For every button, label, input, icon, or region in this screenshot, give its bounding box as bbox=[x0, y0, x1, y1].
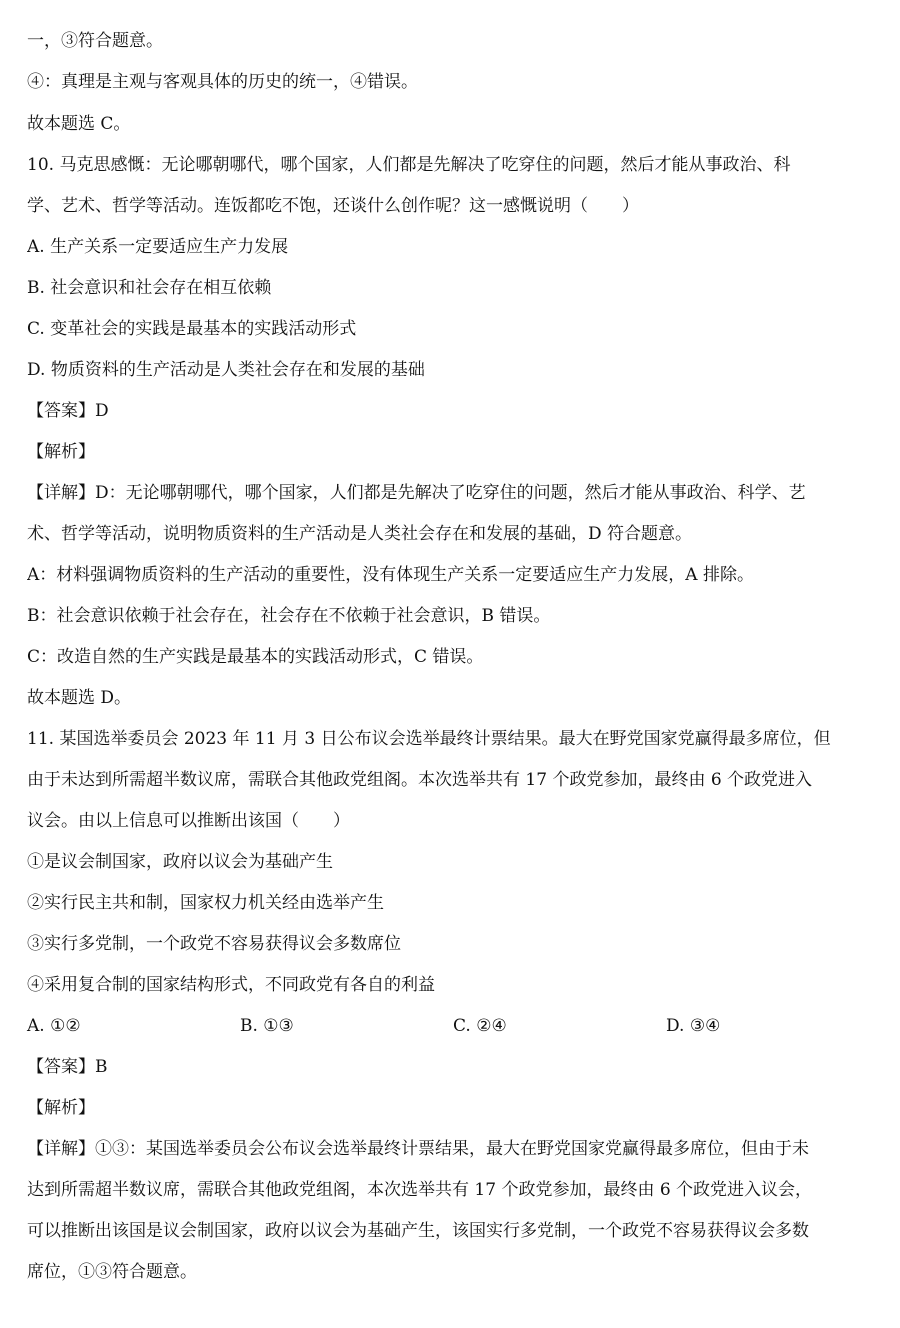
question-11-option-c: C. ②④ bbox=[453, 1016, 507, 1036]
explanation-text: 故本题选 D。 bbox=[27, 688, 132, 708]
question-11-stem: 由于未达到所需超半数议席，需联合其他政党组阁。本次选举共有 17 个政党参加，最终由 6 个政党进入 bbox=[27, 770, 813, 790]
question-10-stem: 学、艺术、哲学等活动。连饭都吃不饱，还谈什么创作呢？这一感慨说明（ ） bbox=[27, 196, 639, 216]
explanation-text: 达到所需超半数议席，需联合其他政党组阁，本次选举共有 17 个政党参加，最终由 6 个政党进入议会， bbox=[27, 1180, 813, 1200]
analysis-label: 【解析】 bbox=[27, 1098, 95, 1118]
question-11-statement-3: ③实行多党制，一个政党不容易获得议会多数席位 bbox=[27, 934, 401, 954]
question-11-option-d: D. ③④ bbox=[666, 1016, 721, 1036]
explanation-text: 术、哲学等活动，说明物质资料的生产活动是人类社会存在和发展的基础，D 符合题意。 bbox=[27, 524, 693, 544]
question-11-option-b: B. ①③ bbox=[240, 1016, 294, 1036]
text-line: 一，③符合题意。 bbox=[27, 31, 163, 51]
question-10-option-a: A. 生产关系一定要适应生产力发展 bbox=[27, 237, 289, 257]
text-line: 故本题选 C。 bbox=[27, 114, 131, 134]
answer-label: 【答案】B bbox=[27, 1057, 108, 1077]
question-11-statement-2: ②实行民主共和制，国家权力机关经由选举产生 bbox=[27, 893, 384, 913]
text-line: ④：真理是主观与客观具体的历史的统一，④错误。 bbox=[27, 72, 418, 92]
explanation-text: C：改造自然的生产实践是最基本的实践活动形式，C 错误。 bbox=[27, 647, 484, 667]
question-11-stem: 11. 某国选举委员会 2023 年 11 月 3 日公布议会选举最终计票结果。最大在野党国家党赢得最多席位，但 bbox=[27, 729, 831, 749]
question-10-option-d: D. 物质资料的生产活动是人类社会存在和发展的基础 bbox=[27, 360, 425, 380]
question-11-statement-1: ①是议会制国家，政府以议会为基础产生 bbox=[27, 852, 333, 872]
question-11-options bbox=[27, 1015, 873, 1037]
explanation-text: 【详解】D：无论哪朝哪代，哪个国家，人们都是先解决了吃穿住的问题，然后才能从事政治、科学、艺 bbox=[27, 483, 806, 503]
question-10-option-c: C. 变革社会的实践是最基本的实践活动形式 bbox=[27, 319, 357, 339]
question-11-statement-4: ④采用复合制的国家结构形式，不同政党有各自的利益 bbox=[27, 975, 435, 995]
explanation-text: 席位，①③符合题意。 bbox=[27, 1262, 197, 1282]
question-11-option-a: A. ①② bbox=[27, 1016, 81, 1036]
answer-label: 【答案】D bbox=[27, 401, 109, 421]
analysis-label: 【解析】 bbox=[27, 442, 95, 462]
question-11-stem: 议会。由以上信息可以推断出该国（ ） bbox=[27, 811, 350, 831]
explanation-text: 【详解】①③：某国选举委员会公布议会选举最终计票结果，最大在野党国家党赢得最多席位，但由于未 bbox=[27, 1139, 809, 1159]
question-10-option-b: B. 社会意识和社会存在相互依赖 bbox=[27, 278, 272, 298]
explanation-text: B：社会意识依赖于社会存在，社会存在不依赖于社会意识，B 错误。 bbox=[27, 606, 551, 626]
explanation-text: 可以推断出该国是议会制国家，政府以议会为基础产生，该国实行多党制，一个政党不容易获得议会多数 bbox=[27, 1221, 809, 1241]
question-10-stem: 10. 马克思感慨：无论哪朝哪代，哪个国家，人们都是先解决了吃穿住的问题，然后才能从事政治、科 bbox=[27, 155, 791, 175]
explanation-text: A：材料强调物质资料的生产活动的重要性，没有体现生产关系一定要适应生产力发展，A 排除。 bbox=[27, 565, 754, 585]
